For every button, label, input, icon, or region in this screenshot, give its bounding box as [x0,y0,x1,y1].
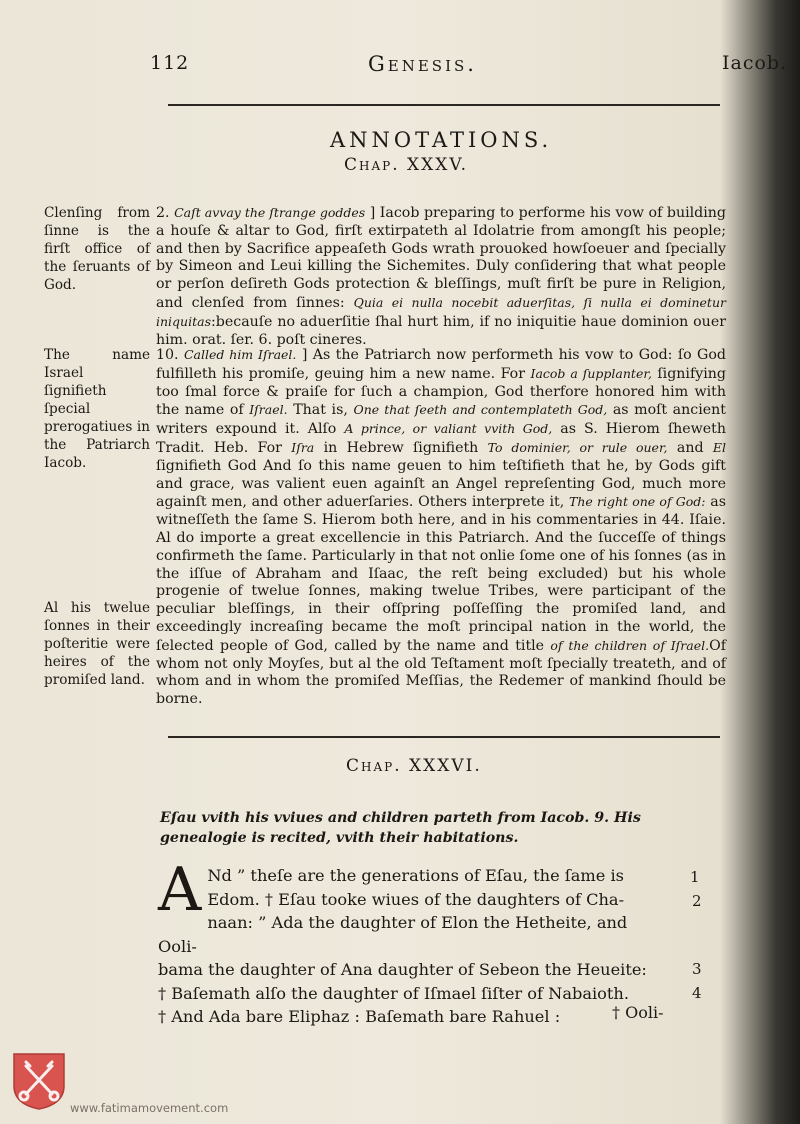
note-italic: of the children of Iſrael. [550,637,710,653]
footer-url[interactable]: www.fatimamovement.com [70,1101,229,1115]
verse-line: bama the daughter of Ana daughter of Sebeon the Heueite: [158,960,647,979]
note-latin: Quia ei nulla nocebit aduerſitas, ſi nulla ei dominetur iniquitas [156,294,726,329]
verse-line: naan: ” Ada the daughter of Elon the Hetheite, and Ooli- [158,913,628,956]
annotation-note-10 [156,346,726,709]
annotations-title: ANNOTATIONS. [330,128,553,152]
note-lemma: Caſt avvay the ſtrange goddes [174,205,366,220]
chapter-summary: Eſau vvith his vviues and children parteth from Iacob. 9. His genealogie is recited, vvith their habitations. [160,810,641,846]
page-number: 112 [150,52,190,74]
note-text: Of whom not only Moyſes, but al the old Teſtament moſt ſpecially treateth, and of whom and in whom the promiſed Meſſias, the Redemer of mankind ſhould be borne. [156,637,726,708]
margin-note-2: The name Israel ſignifieth ſpecial prerogatiues in the Patriarch Iacob. [44,347,150,471]
verse-line: † Baſemath alſo the daughter of Iſmael ſiſter of Nabaioth. [158,983,630,1003]
margin-note-3: Al his twelue ſonnes in their poſteritie were heires of the promiſed land. [44,600,150,688]
note-text: That is, [293,402,348,419]
header-rule [168,104,720,106]
verse-line: † And Ada bare Eliphaz : Baſemath bare Rahuel : [158,1007,561,1026]
book-title: Genesis. [368,52,477,76]
note-text: as moſt ancient writers expound it. Alſo [156,402,726,438]
note-text: ] Iacob preparing to performe his vow of building a houſe & altar to God, firſt extirpateth al Idolatrie from amongſt his people; and then by Sacrifice appeaſeth Gods wrath prouoked howſoeuer and ſpecially by Simeon and Leui killing the Sichemites. Duly conſidering that what people or perſon deſireth Gods protection & bleſſings, muſt firſt be pure in Religion, and clenſed from ſinnes: [156,205,727,311]
running-head: Iacob. [722,52,788,74]
note-text: :becauſe no aduerſitie ſhal hurt him, if no iniquitie haue dominion ouer him. orat. ſer. 6. poſt cineres. [156,313,726,348]
note-italic: Iſra [291,439,315,455]
drop-cap: A [158,855,202,925]
note-lemma: Called him Iſrael. [183,347,297,362]
note-text: and [676,439,704,456]
note-number: 10. [156,347,179,363]
note-italic: The right one of God: [568,494,706,510]
note-text: as S. Hierom ſheweth Tradit. Heb. For [156,421,726,456]
note-italic: Iſrael. [249,402,288,418]
verse-number: 3 [692,960,702,978]
scripture-text [158,855,658,1029]
papal-keys-logo-icon [12,1052,66,1110]
note-italic: One that ſeeth and contemplateth God, [353,402,608,418]
note-text: ] As the Patriarch now performeth his vow to God: ſo God fulfilleth his promiſe, geuing him a new name. For [156,347,726,382]
verse-number: 4 [692,984,702,1002]
note-number: 2. [156,205,170,221]
section-rule [168,736,720,738]
catchword: † Ooli- [612,1003,664,1022]
verse-number: 1 [690,868,700,886]
margin-note-1: Clenſing from ſinne is the firſt office of the ſeruants of God. [44,205,150,293]
annotation-note-2 [156,204,726,349]
note-italic: Iacob a ſupplanter, [530,365,652,381]
note-text: as witneſſeth the ſame S. Hierom both here, and in his commentaries in 44. Iſaie. Al do importe a great excellencie in this Patriarch. And the ſucceſſe of things confirmeth the ſame. Particularly in that not onlie ſome one of his ſonnes (as in the iſſue of Abraham and Iſaac, the reſt being excluded) but his whole progenie of twelue ſonnes, making twelue Tribes, were participant of the peculiar bleſſings, in their ofſpring poſſeſſing the promiſed land, and exceedingly increaſing became the moſt principal nation in the world, the ſelected people of God, called by the name and title [156,494,726,654]
annotations-chapter: Chap. XXXV. [344,155,469,175]
note-italic: To dominier, or rule ouer, [487,439,668,455]
verse-number: 2 [692,892,702,910]
note-text: in Hebrew ſignifieth [323,439,479,456]
chapter-heading: Chap. XXXVI. [346,756,482,776]
verse-line: Edom. † Eſau tooke wiues of the daughters of Cha- [207,889,625,909]
note-text: ſignifieth God And ſo this name geuen to him teſtifieth that he, by Gods gift and grace, was valient euen againſt an Angel repreſenting God, much more againſt men, and other aduerſaries. Others interprete it, [156,457,726,511]
note-text: ſignifying too ſmal force & praiſe for ſuch a champion, God therfore honored him with the name of [156,365,726,419]
note-italic: El [712,439,726,455]
note-italic: A prince, or valiant vvith God, [344,421,553,437]
verse-line: Nd ” theſe are the generations of Eſau, the ſame is [207,866,624,885]
